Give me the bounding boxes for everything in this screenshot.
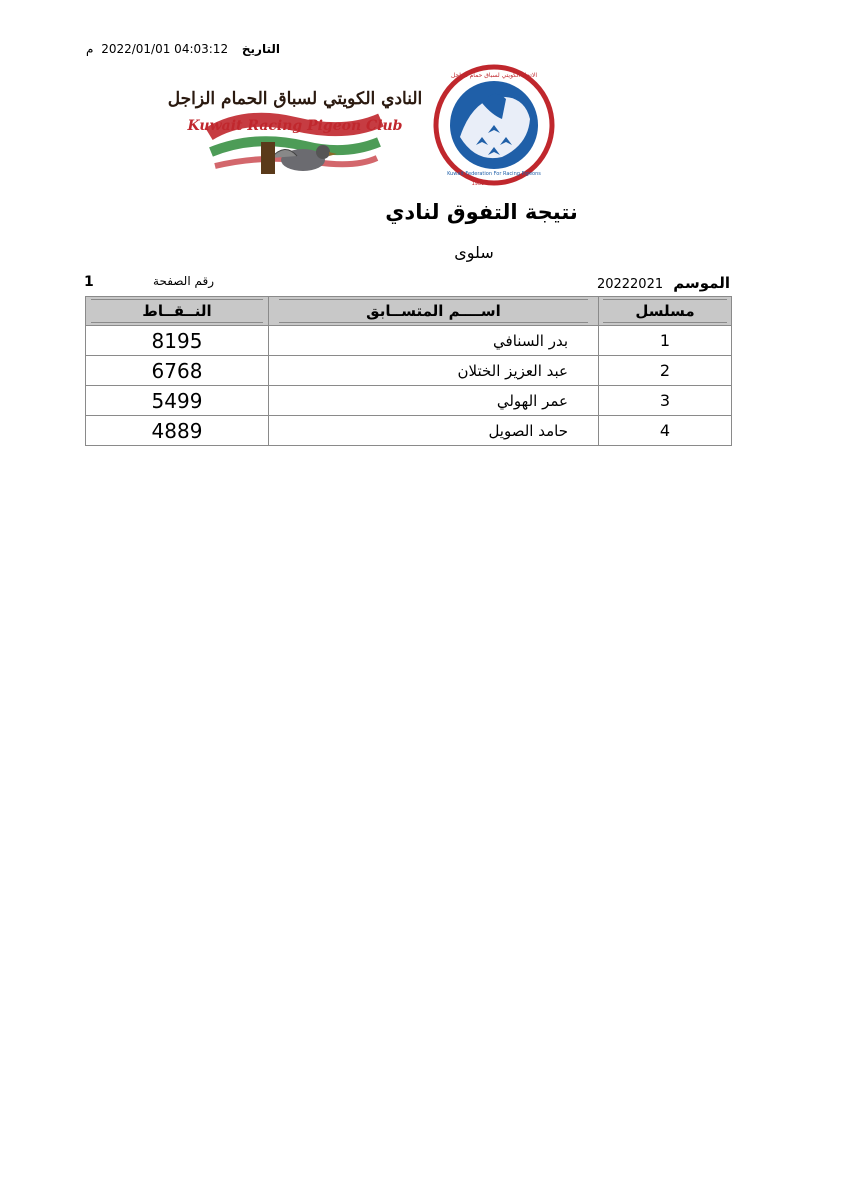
date-suffix: م: [85, 42, 94, 56]
table-row: [86, 326, 732, 356]
report-title: نتيجة التفوق لنادي: [385, 200, 578, 224]
club-subtitle-wrap: [0, 243, 848, 262]
table-row: [86, 356, 732, 386]
row-name: عبد العزيز الختلان: [269, 356, 599, 386]
row-name: بدر السنافي: [269, 326, 599, 356]
row-serial: 3: [599, 386, 732, 416]
date-label: التاريخ: [241, 42, 280, 56]
row-points: 8195: [86, 326, 269, 356]
header-name: اســــم المتســابق: [269, 297, 599, 326]
table-header-row: [86, 297, 732, 326]
row-name: حامد الصويل: [269, 416, 599, 446]
page-label: رقم الصفحة: [153, 274, 214, 288]
row-serial: 4: [599, 416, 732, 446]
header-serial: مسلسل: [599, 297, 732, 326]
row-name: عمر الهولي: [269, 386, 599, 416]
results-table: [85, 296, 732, 446]
federation-logo: [432, 63, 557, 191]
row-serial: 1: [599, 326, 732, 356]
table-row: [86, 386, 732, 416]
row-serial: 2: [599, 356, 732, 386]
season-value: 20222021: [596, 277, 664, 292]
row-points: 5499: [86, 386, 269, 416]
club-subtitle: سلوى: [454, 243, 494, 262]
federation-year: 1989: [471, 181, 485, 187]
page-info: [84, 274, 214, 288]
date-value: 2022/01/01 04:03:12: [101, 42, 229, 56]
print-date: [80, 42, 280, 60]
table-row: [86, 416, 732, 446]
club-name-en: Kuwait Racing Pigeon Club: [187, 118, 403, 134]
season-label: الموسم: [673, 274, 730, 292]
club-logo: [167, 72, 423, 184]
federation-name-en: Kuwait Federation For Racing Pigeons: [447, 171, 541, 177]
row-points: 6768: [86, 356, 269, 386]
header-points: النــقــاط: [86, 297, 269, 326]
season-info: [560, 274, 730, 292]
row-points: 4889: [86, 416, 269, 446]
page-number: 1: [84, 274, 94, 290]
federation-name-ar: الاتحاد الكويتي لسباق حمام الزاجل: [450, 72, 538, 79]
club-name-ar: النادي الكويتي لسباق الحمام الزاجل: [167, 89, 423, 109]
report-title-wrap: [0, 200, 848, 224]
